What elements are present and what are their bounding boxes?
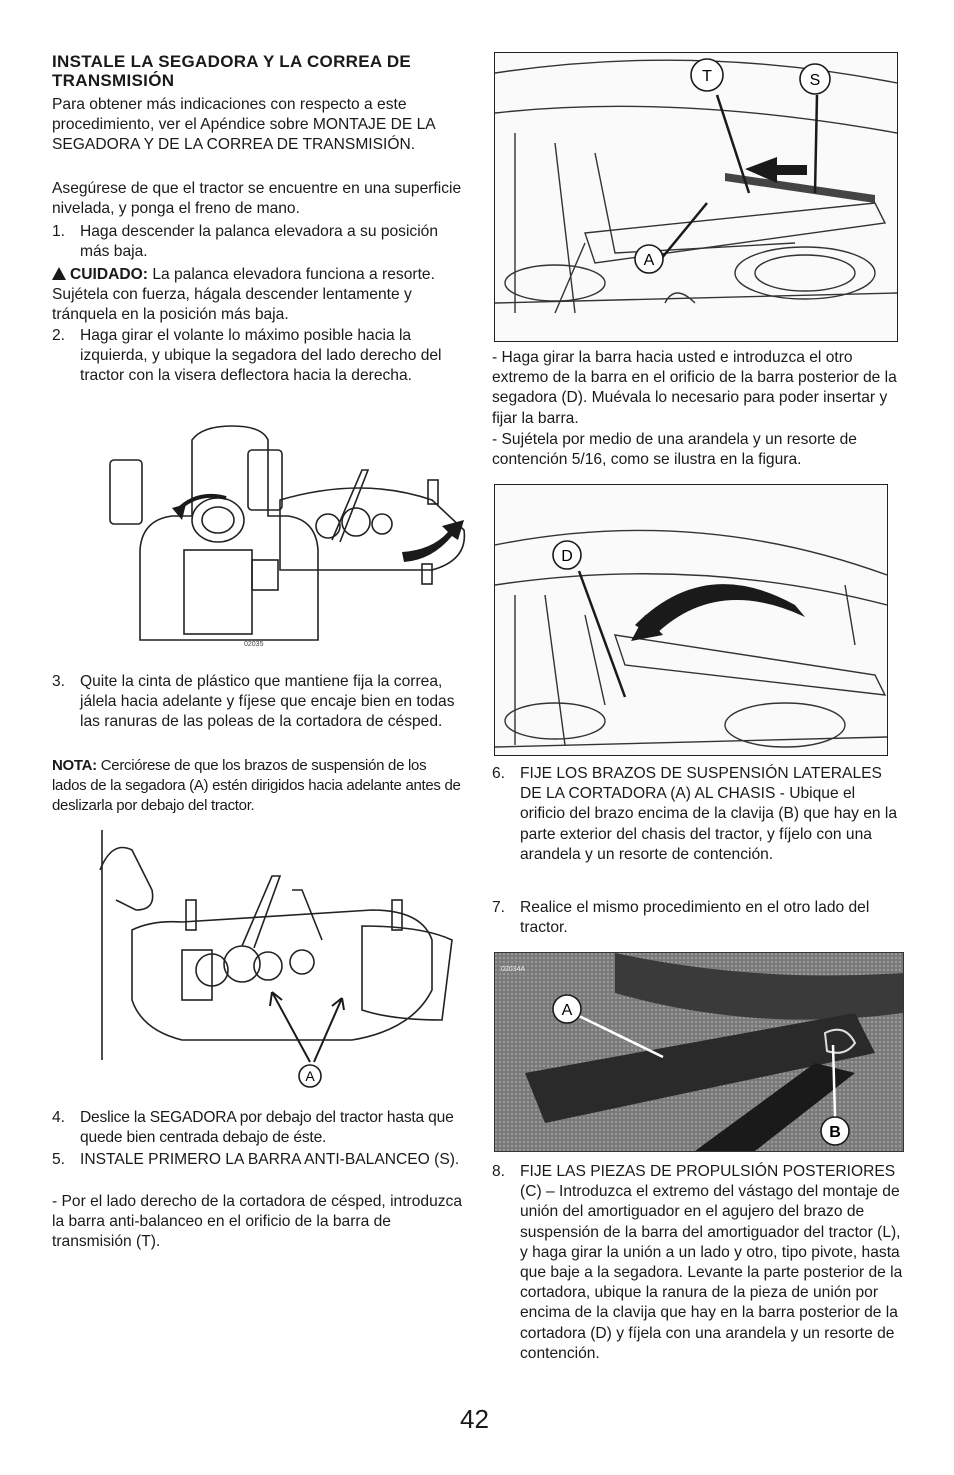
figure-rear-bar bbox=[494, 484, 888, 756]
label-b: B bbox=[829, 1124, 841, 1141]
step-5-text: INSTALE PRIMERO LA BARRA ANTI-BALANCEO (S). bbox=[80, 1151, 460, 1168]
page-number: 42 bbox=[460, 1404, 489, 1434]
step-4 bbox=[52, 1108, 464, 1150]
step-4-number: 4. bbox=[52, 1109, 66, 1126]
step-4-text: Deslice la SEGADORA por debajo del tractor hasta que quede bien centrada debajo de éste. bbox=[80, 1109, 454, 1147]
note-text: Cerciórese de que los brazos de suspensión de los lados de la segadora (A) estén dirigidos hacia adelante antes de deslizarla por debajo del tractor. bbox=[52, 757, 461, 815]
tractor-top-illustration bbox=[92, 420, 472, 652]
step-5-number: 5. bbox=[52, 1151, 66, 1168]
anti-sway-illustration bbox=[495, 53, 897, 341]
step-1-text: Haga descender la palanca elevadora a su posición más baja. bbox=[80, 223, 439, 261]
step-2 bbox=[52, 326, 464, 408]
step-8 bbox=[492, 1162, 904, 1412]
step-2-number: 2. bbox=[52, 327, 66, 344]
label-a-photo: A bbox=[561, 1002, 573, 1019]
arm-photo-illustration bbox=[495, 953, 903, 1151]
label-t: T bbox=[702, 68, 712, 85]
right-detail-2: - Sujétela por medio de una arandela y un resorte de contención 5/16, como se ilustra en la figura. bbox=[492, 431, 857, 469]
step-1 bbox=[52, 222, 464, 264]
step-8-number: 8. bbox=[492, 1163, 506, 1180]
step-7 bbox=[492, 898, 904, 940]
warning-icon bbox=[52, 267, 66, 280]
figure-arm-photo bbox=[494, 952, 904, 1152]
step-7-text: Realice el mismo procedimiento en el otro lado del tractor. bbox=[520, 899, 870, 937]
step-5-detail: - Por el lado derecho de la cortadora de césped, introduzca la barra anti-balanceo en el orificio de la barra de transmisión (T). bbox=[52, 1193, 463, 1251]
label-d: D bbox=[561, 548, 573, 565]
photo-code: 02034A bbox=[501, 966, 526, 973]
arrow-icon bbox=[402, 520, 464, 562]
step-6-number: 6. bbox=[492, 765, 506, 782]
step-3-number: 3. bbox=[52, 673, 66, 690]
step-7-number: 7. bbox=[492, 899, 506, 916]
label-a: A bbox=[643, 252, 655, 269]
step-2-text: Haga girar el volante lo máximo posible hacia la izquierda, y ubique la segadora del lado derecho del tractor con la visera deflectora hacia la derecha. bbox=[80, 327, 442, 385]
rear-bar-illustration bbox=[495, 485, 887, 755]
caution-paragraph bbox=[52, 265, 464, 326]
figure-tractor-top-view bbox=[92, 420, 472, 652]
note-paragraph bbox=[52, 756, 464, 817]
mower-slide-illustration bbox=[92, 830, 472, 1090]
level-paragraph: Asegúrese de que el tractor se encuentre en una superficie nivelada, y ponga el freno de mano. bbox=[52, 180, 462, 218]
step-8-text: FIJE LAS PIEZAS DE PROPULSIÓN POSTERIORES (C) – Introduzca el extremo del vástago del montaje de unión del amortiguador en el agujero del brazo de suspensión de la barra del amortiguador del tractor (L), y haga girar la unión a un lado y otro, tipo pivote, hasta que baje a la segadora. Levante la parte posterior de la cortadora, ubique la ranura de la pieza de unión por encima de la clavija que hay en la barra posterior de la cortadora (D) y fíjela con una arandela y un resorte de contención. bbox=[520, 1163, 903, 1362]
caution-label: CUIDADO: bbox=[70, 266, 148, 283]
label-a-bottom: A bbox=[305, 1068, 315, 1084]
step-6 bbox=[492, 764, 904, 888]
intro-paragraph: Para obtener más indicaciones con respecto a este procedimiento, ver el Apéndice sobre MONTAJE DE LA SEGADORA Y DE LA CORREA DE TRANSMISIÓN. bbox=[52, 96, 435, 154]
step-1-number: 1. bbox=[52, 223, 66, 240]
step-3 bbox=[52, 672, 464, 754]
figure-code: 02035 bbox=[244, 641, 264, 648]
note-label: NOTA: bbox=[52, 757, 97, 774]
step-5 bbox=[52, 1150, 464, 1192]
section-heading: INSTALE LA SEGADORA Y LA CORREA DE TRANSMISIÓN bbox=[52, 52, 412, 90]
figure-anti-sway-bar bbox=[494, 52, 898, 342]
right-detail-1: - Haga girar la barra hacia usted e introduzca el otro extremo de la barra en el orificio de la barra posterior de la segadora (D). Muévala lo necesario para poder insertar y fijar la barra. bbox=[492, 349, 897, 427]
caution-text: La palanca elevadora funciona a resorte. Sujétela con fuerza, hágala descender lentamente y tránquela en la posición más baja. bbox=[52, 266, 435, 324]
figure-mower-slide bbox=[92, 830, 472, 1090]
label-s: S bbox=[809, 72, 821, 89]
step-3-text: Quite la cinta de plástico que mantiene fija la correa, jálela hacia adelante y fíjese que encaje bien en todas las ranuras de las poleas de la cortadora de césped. bbox=[80, 673, 455, 731]
step-6-text: FIJE LOS BRAZOS DE SUSPENSIÓN LATERALES DE LA CORTADORA (A) AL CHASIS - Ubique el orificio del brazo encima de la clavija (B) que hay en la parte exterior del chasis del tractor, y fíjelo con una arandela y un resorte de contención. bbox=[520, 765, 898, 863]
